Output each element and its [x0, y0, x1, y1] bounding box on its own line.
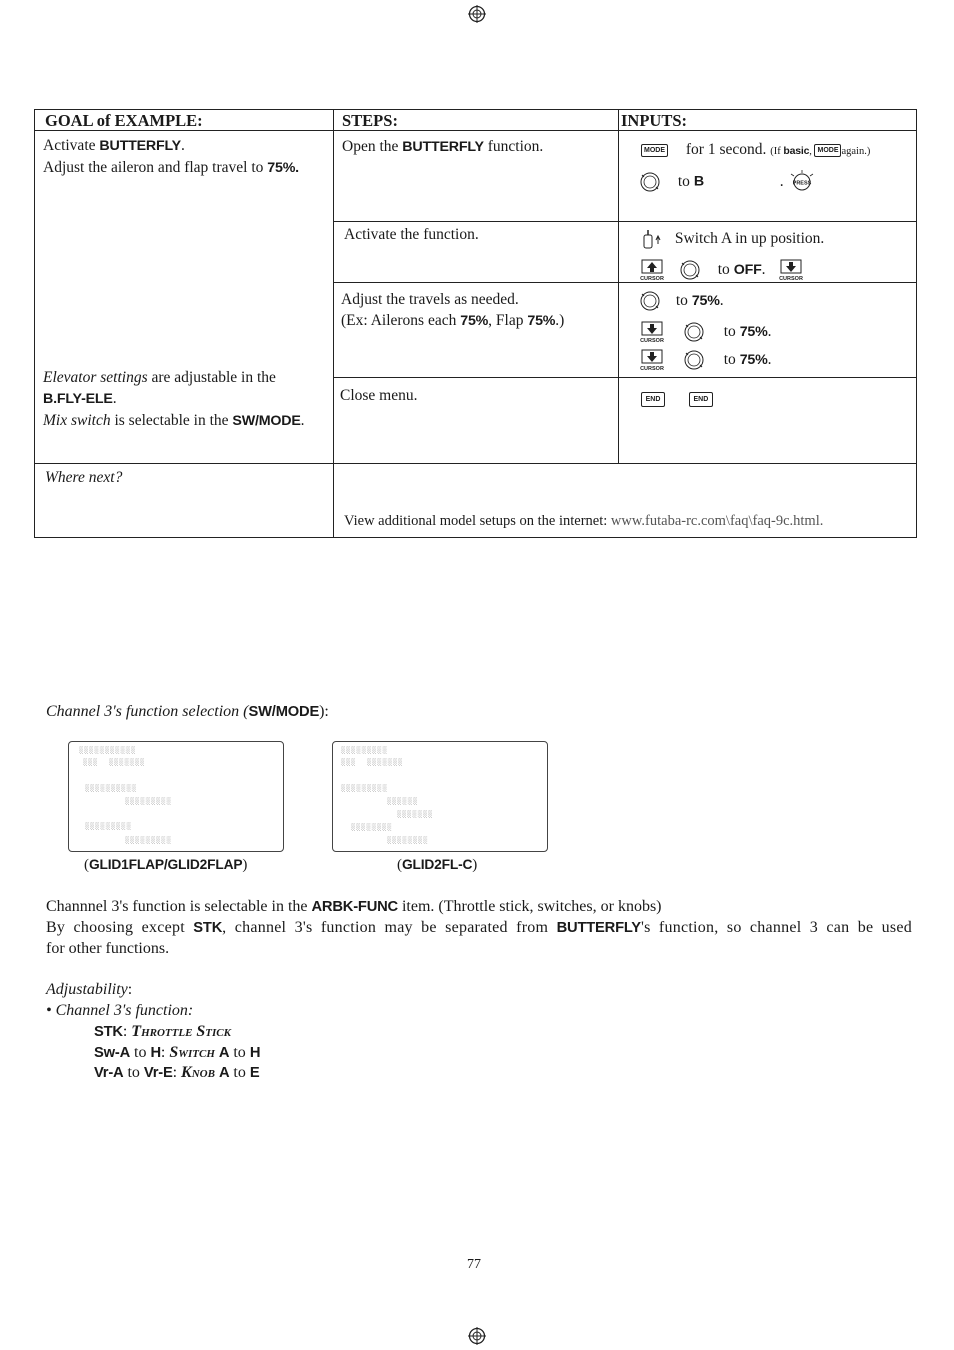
- step-activate: Activate the function.: [344, 226, 479, 243]
- lcd-screen-glid2fl-c: ░░░░░░░░░ ░░░ ░░░░░░░ ░░░░░░░░░ ░░░░░░ ░░░░░░░ ░░░░░░░░ ░░░░░░░░: [332, 741, 548, 852]
- goal-header: GOAL of EXAMPLE:: [45, 111, 203, 130]
- lcd-screen-glid1flap: ░░░░░░░░░░░ ░░░ ░░░░░░░ ░░░░░░░░░░ ░░░░░░░░░ ░░░░░░░░░ ░░░░░░░░░: [68, 741, 284, 852]
- input-row-75c: CURSOR to 75%.: [640, 351, 772, 372]
- inputs-header: INPUTS:: [621, 111, 688, 130]
- goal-text: Activate BUTTERFLY. Adjust the aileron and flap travel to 75%.: [43, 137, 299, 176]
- option-switch: Sw-A to H: Switch A to H: [94, 1044, 261, 1061]
- end-button-icon: END: [689, 392, 713, 407]
- input-row-mode: MODE for 1 second. (If basic, MODE again.): [641, 139, 870, 162]
- end-button-icon: END: [641, 392, 665, 407]
- registration-mark-icon: [468, 1327, 486, 1345]
- arbk-func-paragraph: Channnel 3's function is selectable in the ARBK-FUNC item. (Throttle stick, switches, or knobs): [46, 898, 662, 915]
- registration-mark-icon: [468, 5, 486, 23]
- switch-up-icon: [641, 228, 663, 250]
- svg-text:CURSOR: CURSOR: [640, 276, 664, 282]
- example-table: [34, 109, 917, 538]
- input-row-off: CURSOR to OFF. CURSOR: [640, 261, 804, 282]
- view-more-line: View additional model setups on the internet: www.futaba-rc.com\faq\faq-9c.html.: [344, 513, 824, 529]
- step-close: Close menu.: [340, 387, 418, 404]
- input-row-dial-b: to B . PRESS: [640, 170, 816, 194]
- dial-icon: [684, 322, 704, 342]
- svg-text:CURSOR: CURSOR: [640, 366, 664, 372]
- cursor-up-button-icon: [640, 259, 664, 281]
- where-next: Where next?: [45, 469, 123, 486]
- goal-notes: Elevator settings are adjustable in the B.FLY-ELE. Mix switch is selectable in the SW/MODE.: [43, 369, 305, 429]
- dial-icon: [680, 260, 700, 280]
- step-adjust: Adjust the travels as needed. (Ex: Ailerons each 75%, Flap 75%.): [341, 291, 565, 329]
- cursor-down-button-icon: [779, 259, 803, 281]
- svg-text:CURSOR: CURSOR: [779, 276, 804, 282]
- input-row-75a: to 75%.: [640, 290, 724, 312]
- channel3-bullet: • Channel 3's function:: [46, 1002, 194, 1019]
- faq-link[interactable]: www.futaba-rc.com\faq\faq-9c.html.: [610, 513, 824, 529]
- cursor-down-button-icon: [640, 321, 664, 343]
- stk-paragraph: By choosing except STK, channel 3's function may be separated from BUTTERFLY's function, so channel 3 can be used for other functions.: [46, 919, 912, 957]
- page-number: 77: [467, 1257, 481, 1272]
- press-dial-icon: [788, 170, 816, 194]
- dial-icon: [640, 291, 660, 311]
- step-open-function: Open the BUTTERFLY function.: [342, 138, 544, 155]
- svg-text:PRESS: PRESS: [792, 180, 811, 187]
- dial-icon: [684, 350, 704, 370]
- mode-button-icon: MODE: [814, 144, 841, 157]
- lcd-label-right: (GLID2FL-C): [397, 857, 478, 873]
- steps-header: STEPS:: [342, 111, 398, 130]
- dial-icon: [640, 172, 660, 192]
- cursor-down-button-icon: [640, 349, 664, 371]
- channel3-caption: Channel 3's function selection (SW/MODE):: [46, 703, 329, 720]
- input-row-switch: Switch A in up position.: [641, 228, 824, 250]
- option-knob: Vr-A to Vr-E: Knob A to E: [94, 1064, 260, 1081]
- mode-button-icon: MODE: [641, 144, 668, 157]
- input-row-end: [641, 388, 713, 409]
- lcd-label-left: (GLID1FLAP/GLID2FLAP): [84, 857, 248, 873]
- option-stk: STK: Throttle Stick: [94, 1023, 231, 1040]
- adjustability-heading: Adjustability:: [46, 981, 133, 998]
- input-row-75b: CURSOR to 75%.: [640, 323, 772, 344]
- svg-text:CURSOR: CURSOR: [640, 338, 664, 344]
